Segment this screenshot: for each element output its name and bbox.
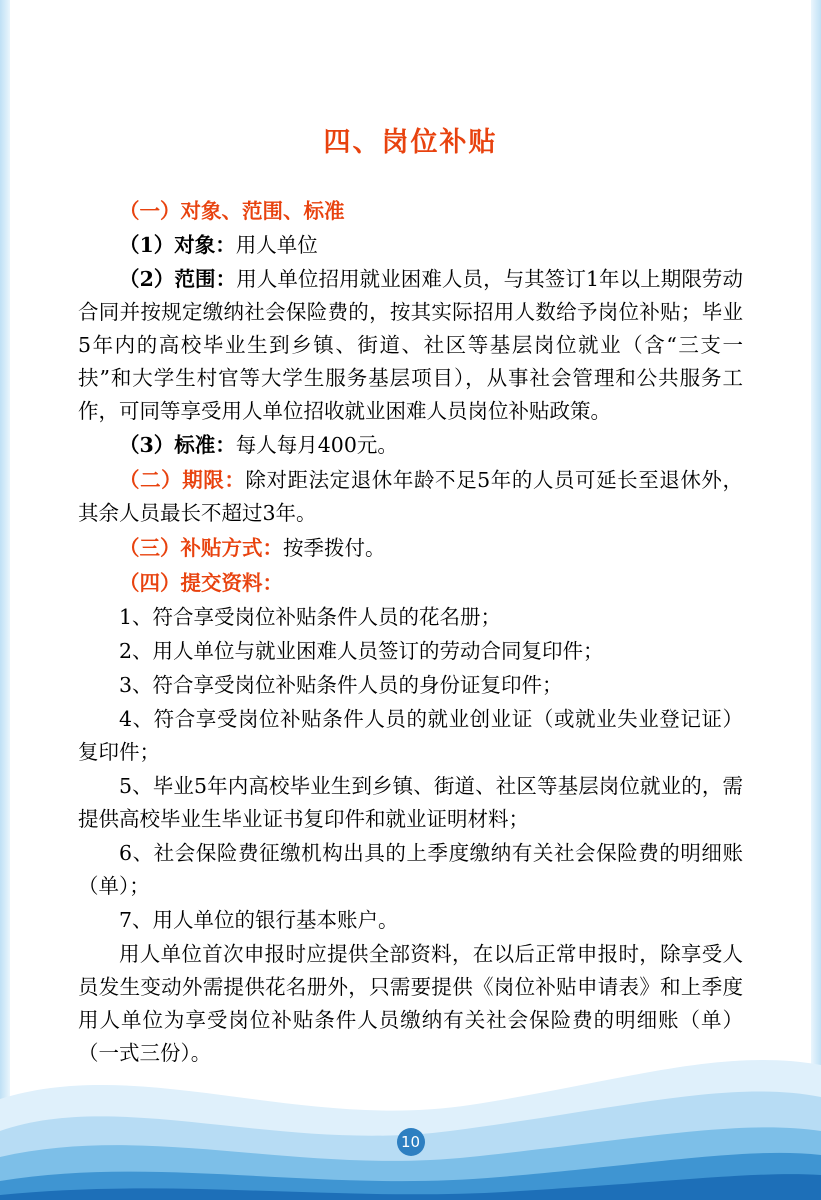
section-2-text: 除对距法定退休年龄不足5年的人员可延长至退休外，其余人员最长不超过3年。: [78, 468, 743, 525]
section-3-text: 按季拨付。: [283, 536, 386, 560]
section-3-label: （三）补贴方式：: [119, 536, 283, 560]
section-1-heading: [78, 195, 743, 228]
page-number: [0, 1128, 821, 1156]
section-1-item-2: [78, 263, 743, 428]
list-item: 4、符合享受岗位补贴条件人员的就业创业证（或就业失业登记证）复印件；: [78, 707, 743, 764]
list-item: 2、用人单位与就业困难人员签订的劳动合同复印件；: [119, 639, 604, 663]
section-1-item-2-label: （2）范围：: [119, 267, 237, 291]
section-1-item-2-text: 用人单位招用就业困难人员，与其签订1年以上期限劳动合同并按规定缴纳社会保险费的，按其实际招用人数给予岗位补贴；毕业5年内的高校毕业生到乡镇、街道、社区等基层岗位就业（含“三支一扶”和大学生村官等大学生服务基层项目），从事社会管理和公共服务工作，可同等享受用人单位招收就业困难人员岗位补贴政策。: [78, 267, 743, 423]
list-item: 5、毕业5年内高校毕业生到乡镇、街道、社区等基层岗位就业的，需提供高校毕业生毕业证书复印件和就业证明材料；: [78, 774, 743, 831]
section-1-label: （一）对象、范围、标准: [119, 199, 345, 223]
page-left-border: [0, 0, 10, 1200]
list-item: 3、符合享受岗位补贴条件人员的身份证复印件；: [119, 673, 563, 697]
section-4-closing-paragraph: 用人单位首次申报时应提供全部资料，在以后正常申报时，除享受人员发生变动外需提供花名册外，只需要提供《岗位补贴申请表》和上季度用人单位为享受岗位补贴条件人员缴纳有关社会保险费的明细账（单）（一式三份）。: [78, 942, 743, 1065]
list-item: 6、社会保险费征缴机构出具的上季度缴纳有关社会保险费的明细账（单）；: [78, 841, 743, 898]
section-1-item-1-text: 用人单位: [235, 233, 318, 257]
section-3: [78, 532, 743, 565]
page-title: 四、岗位补贴: [323, 127, 498, 158]
page-right-border: [811, 0, 821, 1200]
section-4-heading: [78, 567, 743, 600]
list-item: 7、用人单位的银行基本账户。: [119, 908, 399, 932]
page-number-label: 10: [397, 1128, 425, 1156]
section-1-item-3: [78, 429, 743, 462]
decorative-waves: [0, 1035, 821, 1200]
section-2-label: （二）期限：: [119, 468, 246, 492]
section-1-item-3-text: 每人每月400元。: [235, 433, 398, 457]
section-2: [78, 464, 743, 530]
document-body: [78, 120, 743, 1071]
section-1-item-1-label: （1）对象：: [119, 233, 236, 257]
section-1-item-1: [78, 229, 743, 262]
section-1-item-3-label: （3）标准：: [119, 433, 236, 457]
list-item: 1、符合享受岗位补贴条件人员的花名册；: [119, 605, 502, 629]
section-4-label: （四）提交资料：: [119, 571, 283, 595]
